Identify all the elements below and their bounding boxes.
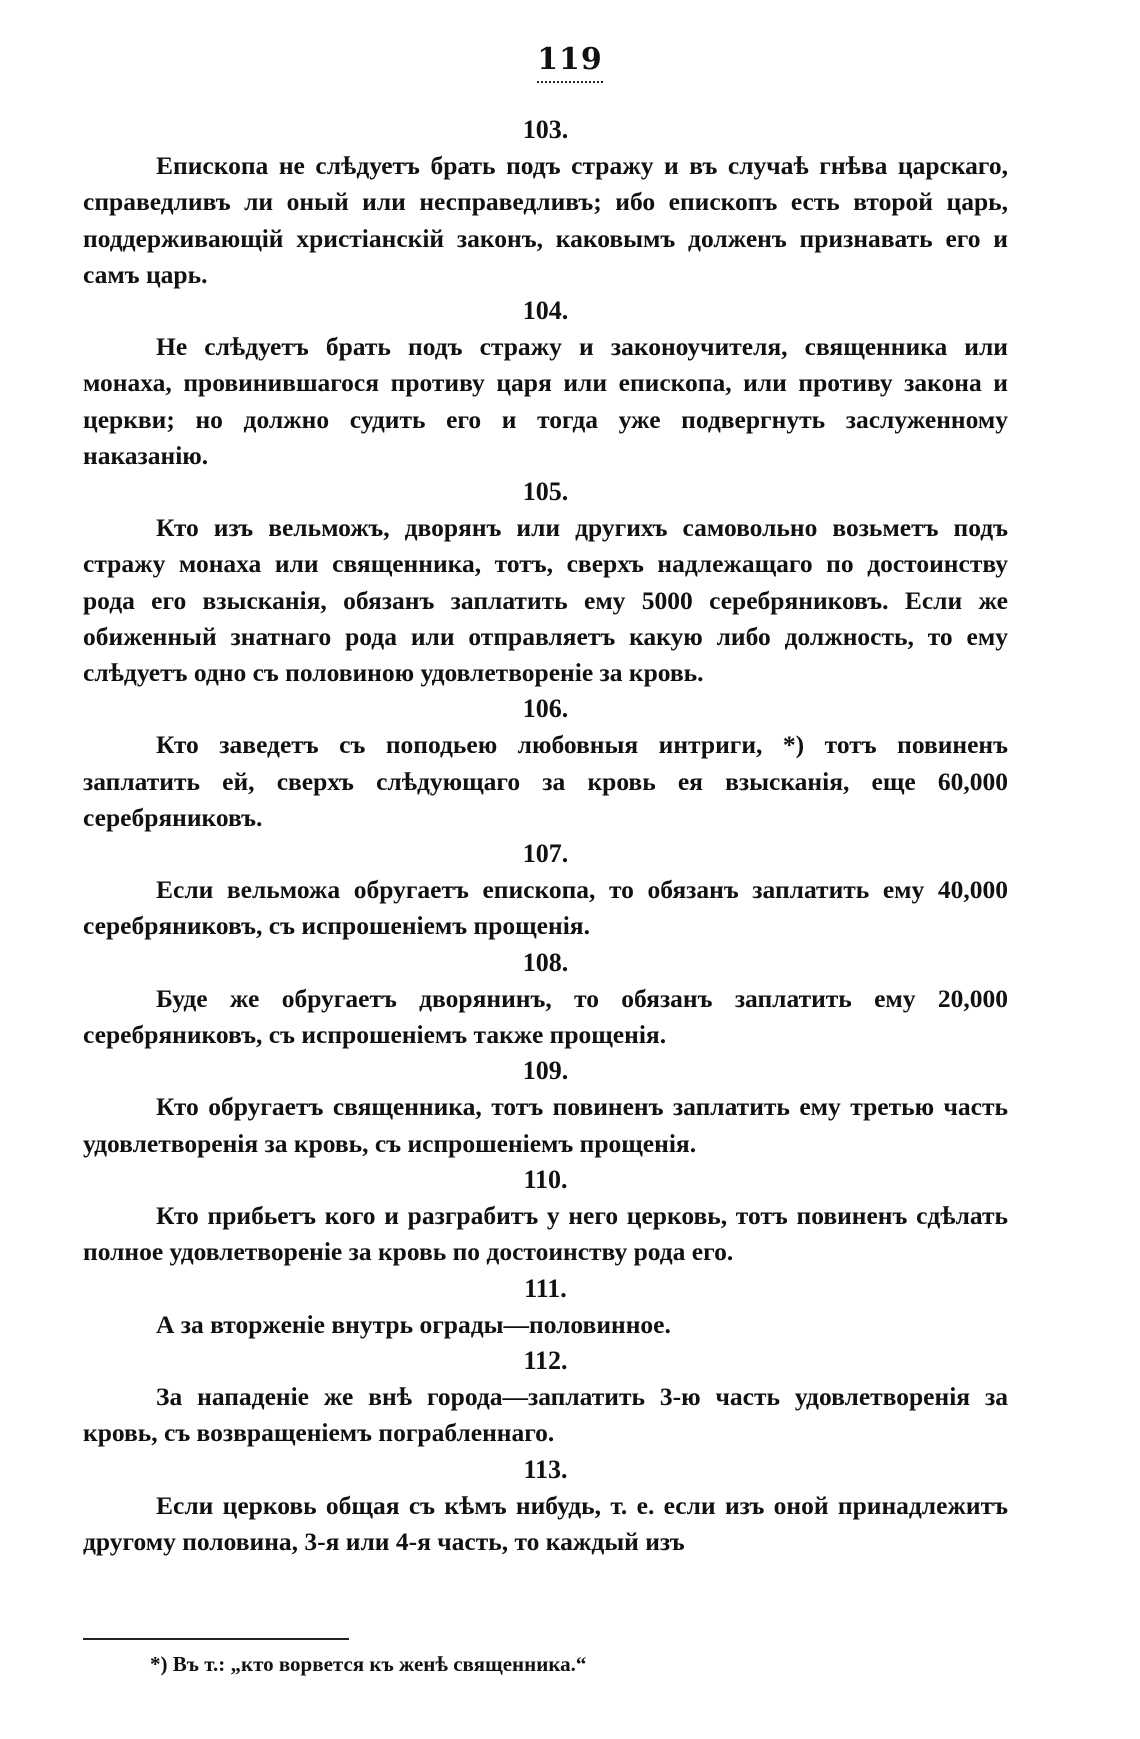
article-text: Если церковь общая съ кѣмъ нибудь, т. е. если изъ оной принадлежитъ другому половина, 3-я или 4-я часть, то каждый изъ (83, 1490, 1008, 1556)
article-number: 109. (522, 1056, 569, 1086)
article-text: Если вельможа обругаетъ епископа, то обязанъ заплатить ему 40,000 серебряниковъ, съ испрошеніемъ прощенія. (83, 875, 1008, 941)
article-number: 103. (522, 115, 569, 144)
article-number: 106. (522, 694, 569, 724)
article-text: Епископа не слѣдуетъ брать подъ стражу и въ случаѣ гнѣва царскаго, справедливъ ли оный или несправедливъ; ибо епископъ есть второй царь, поддерживающій христіанскій законъ, каковымъ долженъ признавать его и самъ царь. (83, 151, 1008, 289)
article-text: Буде же обругаетъ дворянинъ, то обязанъ заплатить ему 20,000 серебряниковъ, съ испрошеніемъ также прощенія. (83, 983, 1008, 1050)
article-number: 108. (522, 947, 569, 977)
article-number: 104. (522, 296, 569, 326)
footnote: *) Въ т.: „кто ворвется къ женѣ священника.“ (150, 1652, 587, 1676)
article-number: 110. (523, 1164, 568, 1194)
article-text: Кто изъ вельможъ, дворянъ или другихъ самовольно возьметъ подъ стражу монаха или священника, тотъ, сверхъ надлежащаго по достоинству рода его взысканія, обязанъ заплатить ему 5000 серебряниковъ. Если же обиженный знатнаго рода или отправляетъ какую либо должность, то ему слѣдуетъ одно съ половиною удовлетвореніе за кровь. (83, 513, 1008, 688)
page-number-text: 119 (537, 42, 603, 83)
article-number: 112. (523, 1345, 568, 1375)
article-text: Кто обругаетъ священника, тотъ повиненъ заплатить ему третью часть удовлетворенія за кровь, съ испрошеніемъ прощенія. (83, 1092, 1008, 1158)
page-number (0, 42, 1140, 83)
article-text: Кто прибьетъ кого и разграбитъ у него церковь, тотъ повиненъ сдѣлать полное удовлетвореніе за кровь по достоинству рода его. (83, 1201, 1008, 1267)
article-text: А за вторженіе внутрь ограды—половинное. (156, 1309, 671, 1339)
article-number: 105. (522, 477, 569, 507)
article-number: 113. (523, 1454, 568, 1484)
article-text: Не слѣдуетъ брать подъ стражу и законоучителя, священника или монаха, провинившагося противу царя или епископа, или противу закона и церкви; но должно судить его и тогда уже подвергнуть заслуженному наказанію. (83, 332, 1008, 470)
footnote-divider (83, 1638, 349, 1640)
article-text: За нападеніе же внѣ города—заплатить 3-ю часть удовлетворенія за кровь, съ возвращеніемъ пограбленнаго. (83, 1382, 1008, 1448)
article-number: 107. (522, 839, 569, 869)
article-text: Кто заведетъ съ поподьею любовныя интриги, *) тотъ повиненъ заплатить ей, сверхъ слѣдующаго за кровь ея взысканія, еще 60,000 серебряниковъ. (83, 730, 1008, 832)
article-number: 111. (524, 1273, 567, 1303)
page-body (83, 112, 1008, 1560)
